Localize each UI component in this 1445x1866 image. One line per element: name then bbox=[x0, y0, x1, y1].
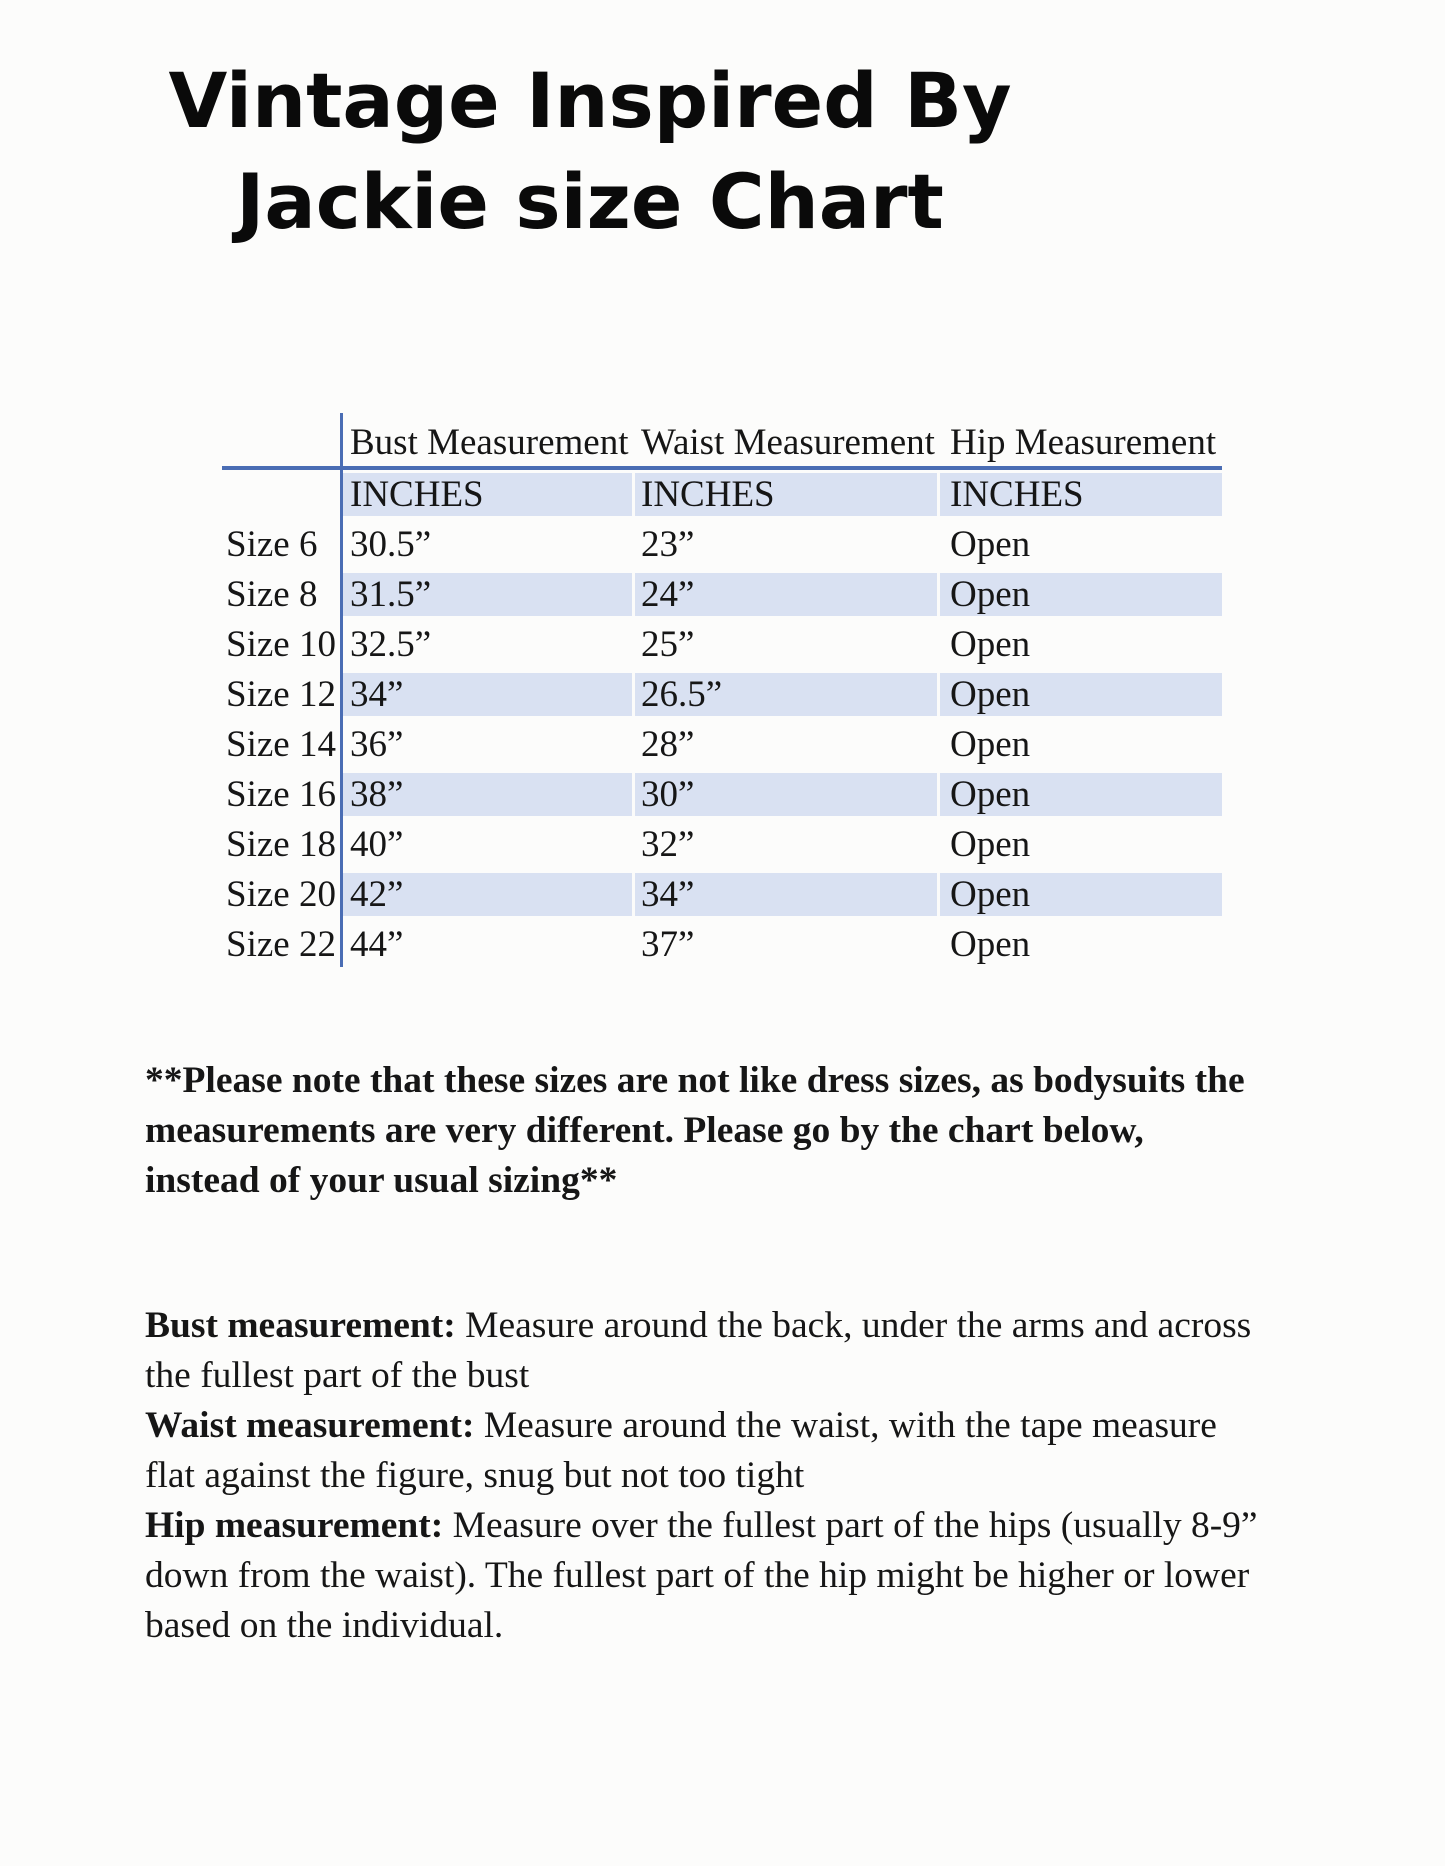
bust-cell: 40” bbox=[350, 823, 404, 865]
hip-definition-lead: Hip measurement: bbox=[145, 1505, 444, 1546]
waist-cell: 26.5” bbox=[635, 673, 940, 716]
table-units-row bbox=[222, 470, 1222, 519]
page-title-line2: Jackie size Chart bbox=[236, 157, 944, 246]
bust-cell: 42” bbox=[342, 873, 635, 916]
waist-cell: 32” bbox=[641, 823, 695, 865]
hip-definition-text: Measure over the fullest part of the hips (usually 8-9” down from the waist). The fullest part of the hip might be higher or lower based on the individual. bbox=[145, 1505, 1258, 1646]
hip-cell: Open bbox=[940, 873, 1222, 916]
size-cell: Size 10 bbox=[226, 623, 336, 665]
bust-cell: 31.5” bbox=[342, 573, 635, 616]
header-hip-cell: Hip Measurement bbox=[950, 422, 1217, 463]
bust-cell: 32.5” bbox=[350, 623, 432, 665]
waist-cell: 24” bbox=[635, 573, 940, 616]
size-cell: Size 18 bbox=[226, 823, 336, 865]
units-bust-cell: INCHES bbox=[342, 473, 635, 516]
size-cell: Size 22 bbox=[226, 923, 336, 965]
hip-cell: Open bbox=[940, 573, 1222, 616]
hip-cell: Open bbox=[950, 923, 1031, 965]
waist-cell: 23” bbox=[641, 523, 695, 565]
size-cell: Size 6 bbox=[226, 523, 318, 565]
size-cell: Size 16 bbox=[226, 773, 336, 815]
table-row bbox=[222, 819, 1222, 869]
bust-cell: 34” bbox=[342, 673, 635, 716]
table-row bbox=[222, 919, 1222, 969]
hip-cell: Open bbox=[940, 673, 1222, 716]
sizing-note: **Please note that these sizes are not like dress sizes, as bodysuits the measurements are very different. Please go by the chart below, instead of your usual sizing** bbox=[145, 1060, 1245, 1201]
waist-definition-text: Measure around the waist, with the tape measure flat against the figure, snug but not too tight bbox=[145, 1405, 1217, 1496]
bust-definition-text: Measure around the back, under the arms and across the fullest part of the bust bbox=[145, 1305, 1252, 1396]
size-cell: Size 12 bbox=[226, 673, 336, 715]
waist-definition-lead: Waist measurement: bbox=[145, 1405, 475, 1446]
size-cell: Size 14 bbox=[226, 723, 336, 765]
bust-definition bbox=[145, 1301, 1267, 1401]
table-row bbox=[222, 769, 1222, 819]
table-row bbox=[222, 869, 1222, 919]
page-title-line1: Vintage Inspired By bbox=[168, 56, 1012, 145]
bust-cell: 38” bbox=[342, 773, 635, 816]
size-table bbox=[222, 413, 1222, 969]
header-bust-cell: Bust Measurement bbox=[350, 422, 629, 463]
waist-cell: 37” bbox=[641, 923, 695, 965]
bust-cell: 36” bbox=[350, 723, 404, 765]
table-row bbox=[222, 669, 1222, 719]
waist-definition bbox=[145, 1401, 1267, 1501]
hip-cell: Open bbox=[950, 523, 1031, 565]
hip-cell: Open bbox=[950, 623, 1031, 665]
waist-cell: 25” bbox=[641, 623, 695, 665]
waist-cell: 34” bbox=[635, 873, 940, 916]
table-row bbox=[222, 569, 1222, 619]
table-row bbox=[222, 519, 1222, 569]
hip-cell: Open bbox=[940, 773, 1222, 816]
bust-cell: 30.5” bbox=[350, 523, 432, 565]
bust-definition-lead: Bust measurement: bbox=[145, 1305, 456, 1346]
hip-definition bbox=[145, 1501, 1267, 1651]
hip-cell: Open bbox=[950, 723, 1031, 765]
measurement-definitions bbox=[145, 1301, 1267, 1651]
waist-cell: 30” bbox=[635, 773, 940, 816]
table-header-row bbox=[222, 413, 1222, 466]
size-cell: Size 8 bbox=[226, 573, 318, 615]
header-waist-cell: Waist Measurement bbox=[641, 422, 935, 463]
size-cell: Size 20 bbox=[226, 873, 336, 915]
table-vertical-rule bbox=[340, 413, 343, 967]
table-row bbox=[222, 719, 1222, 769]
page-title bbox=[0, 50, 1180, 252]
units-waist-cell: INCHES bbox=[635, 473, 940, 516]
waist-cell: 28” bbox=[641, 723, 695, 765]
bust-cell: 44” bbox=[350, 923, 404, 965]
units-hip-cell: INCHES bbox=[940, 473, 1222, 516]
hip-cell: Open bbox=[950, 823, 1031, 865]
table-row bbox=[222, 619, 1222, 669]
